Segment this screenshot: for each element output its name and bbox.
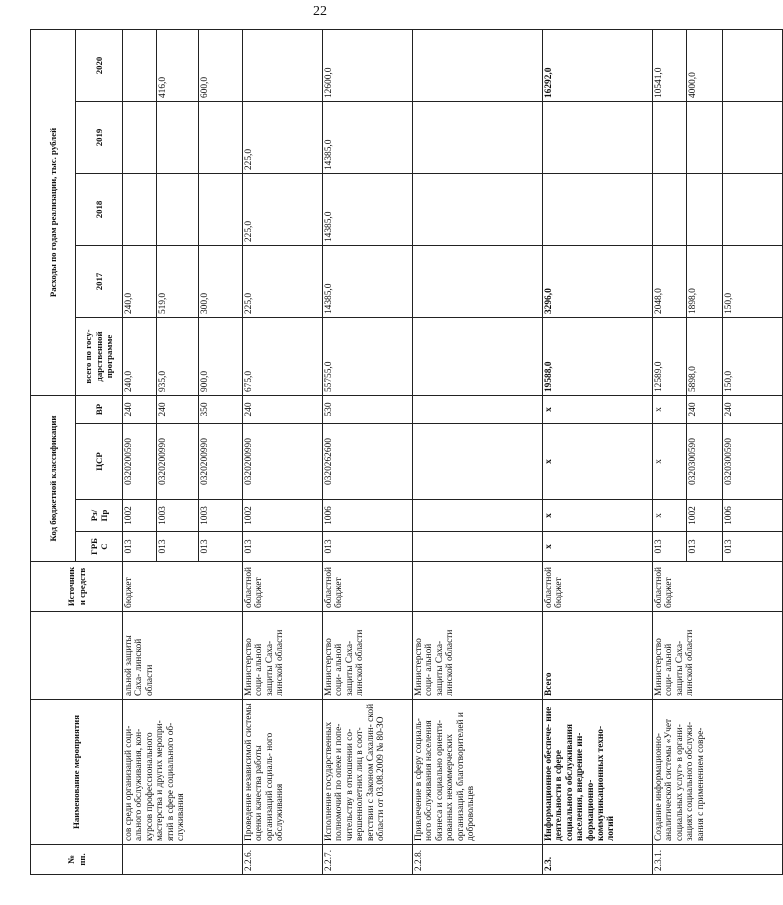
- budget-table-sheet: [30, 30, 734, 875]
- table-row: [123, 29, 157, 874]
- cell-num: 2.2.6.: [243, 845, 323, 875]
- cell-total: 935,0: [157, 318, 199, 396]
- cell-2019: [413, 102, 543, 174]
- cell-rzpr: 1002: [243, 500, 323, 532]
- cell-num: 2.2.7.: [323, 845, 413, 875]
- cell-csr: 0320262600: [323, 424, 413, 500]
- cell-executor: Министерство соци- альной защиты Саха- линской области: [413, 612, 543, 700]
- cell-2017: 150,0: [723, 246, 783, 318]
- cell-2018: [543, 174, 653, 246]
- cell-total: 150,0: [723, 318, 783, 396]
- cell-grbs: 013: [653, 532, 687, 562]
- table-row: [413, 29, 543, 874]
- cell-rzpr: 1006: [723, 500, 783, 532]
- header-total: всего по госу- дарственной программе: [76, 318, 123, 396]
- cell-vr: 350: [199, 396, 243, 424]
- cell-csr: 0320200990: [199, 424, 243, 500]
- cell-2018: [723, 174, 783, 246]
- cell-executor: Министерство соци- альной защиты Саха- линской области: [323, 612, 413, 700]
- cell-source: областной бюджет: [543, 562, 653, 612]
- cell-name: Привлечение в сферу социаль- ного обслуживания населения бизнеса и социально ориенти- рованных некоммерческих организаций, благотворителей и добровольцев: [413, 700, 543, 845]
- cell-2017: 1898,0: [687, 246, 723, 318]
- cell-source: бюджет: [123, 562, 243, 612]
- cell-csr: 0320200990: [243, 424, 323, 500]
- cell-csr: 0320300590: [723, 424, 783, 500]
- cell-csr: 0320200590: [123, 424, 157, 500]
- cell-num: 2.3.1.: [653, 845, 783, 875]
- header-expenses: Расходы по годам реализации, тыс. рублей: [31, 29, 76, 395]
- cell-grbs: 013: [723, 532, 783, 562]
- cell-total: 19588,0: [543, 318, 653, 396]
- cell-2020: [413, 29, 543, 101]
- cell-source: областной бюджет: [323, 562, 413, 612]
- cell-2017: 300,0: [199, 246, 243, 318]
- cell-vr: 530: [323, 396, 413, 424]
- cell-total: 5898,0: [687, 318, 723, 396]
- cell-source: областной бюджет: [653, 562, 783, 612]
- cell-grbs: [413, 532, 543, 562]
- cell-executor: альной защиты Саха- линской области: [123, 612, 243, 700]
- cell-rzpr: x: [653, 500, 687, 532]
- header-csr: ЦСР: [76, 424, 123, 500]
- cell-grbs: 013: [687, 532, 723, 562]
- table-row: [323, 29, 413, 874]
- cell-rzpr: 1006: [323, 500, 413, 532]
- cell-2019: [723, 102, 783, 174]
- header-num: № пп.: [31, 845, 123, 875]
- table-body: [123, 29, 783, 874]
- table-row: [243, 29, 323, 874]
- cell-2019: 14385,0: [323, 102, 413, 174]
- cell-2020: 416,0: [157, 29, 199, 101]
- cell-total: 675,0: [243, 318, 323, 396]
- cell-executor: Министерство соци- альной защиты Саха- линской области: [243, 612, 323, 700]
- cell-num: 2.2.8.: [413, 845, 543, 875]
- cell-2017: 2048,0: [653, 246, 687, 318]
- header-2018: 2018: [76, 174, 123, 246]
- cell-total: 900,0: [199, 318, 243, 396]
- cell-total: 55755,0: [323, 318, 413, 396]
- cell-vr: 240: [723, 396, 783, 424]
- cell-csr: 0320300590: [687, 424, 723, 500]
- cell-2020: 16292,0: [543, 29, 653, 101]
- cell-source: [413, 562, 543, 612]
- cell-2019: 225,0: [243, 102, 323, 174]
- cell-total: 12589,0: [653, 318, 687, 396]
- cell-2019: [653, 102, 687, 174]
- cell-2017: [413, 246, 543, 318]
- header-executor: [31, 612, 123, 700]
- cell-total: [413, 318, 543, 396]
- cell-2017: 519,0: [157, 246, 199, 318]
- cell-rzpr: 1002: [687, 500, 723, 532]
- cell-2018: 14385,0: [323, 174, 413, 246]
- cell-grbs: 013: [199, 532, 243, 562]
- cell-2020: 600,0: [199, 29, 243, 101]
- cell-2019: [543, 102, 653, 174]
- cell-grbs: 013: [123, 532, 157, 562]
- cell-2019: [123, 102, 157, 174]
- budget-table: [30, 29, 783, 875]
- cell-2020: 10541,0: [653, 29, 687, 101]
- cell-csr: x: [653, 424, 687, 500]
- header-grbs: ГРБ С: [76, 532, 123, 562]
- cell-2018: [123, 174, 157, 246]
- cell-vr: 240: [157, 396, 199, 424]
- cell-2017: 225,0: [243, 246, 323, 318]
- cell-2019: [687, 102, 723, 174]
- header-source: Источники средств: [31, 562, 123, 612]
- cell-num: 2.3.: [543, 845, 653, 875]
- cell-rzpr: 1003: [199, 500, 243, 532]
- cell-csr: [413, 424, 543, 500]
- cell-vr: 240: [123, 396, 157, 424]
- cell-total: 240,0: [123, 318, 157, 396]
- cell-executor: Министерство соци- альной защиты Саха- линской области: [653, 612, 783, 700]
- cell-name: Создание информационно- аналитической системы «Учет социальных услуг» в органи- зациях социального обслужи- вания с применением совре-: [653, 700, 783, 845]
- header-budget-code: Код бюджетной классификации: [31, 396, 76, 562]
- cell-2020: [243, 29, 323, 101]
- cell-grbs: x: [543, 532, 653, 562]
- header-name: Наименование мероприятия: [31, 700, 123, 845]
- cell-rzpr: [413, 500, 543, 532]
- cell-2017: 3296,0: [543, 246, 653, 318]
- cell-2017: 240,0: [123, 246, 157, 318]
- header-2019: 2019: [76, 102, 123, 174]
- header-2020: 2020: [76, 29, 123, 101]
- cell-source: областной бюджет: [243, 562, 323, 612]
- cell-name: Информационное обеспече- ние деятельности в сфере социального обслуживания населения, внедрение ин- формационно- коммуникационных техно- логий: [543, 700, 653, 845]
- cell-csr: 0320200990: [157, 424, 199, 500]
- cell-2020: [723, 29, 783, 101]
- header-rzpr: Рз/ Пр: [76, 500, 123, 532]
- cell-name: Проведение независимой системы оценки качества работы организаций социаль- ного обслуживания: [243, 700, 323, 845]
- cell-2018: [199, 174, 243, 246]
- cell-2020: 4000,0: [687, 29, 723, 101]
- header-vr: ВР: [76, 396, 123, 424]
- cell-vr: 240: [243, 396, 323, 424]
- cell-2018: [413, 174, 543, 246]
- cell-csr: x: [543, 424, 653, 500]
- page-number: 22: [313, 4, 327, 19]
- cell-2018: [157, 174, 199, 246]
- cell-2020: 12600,0: [323, 29, 413, 101]
- cell-vr: 240: [687, 396, 723, 424]
- cell-executor: Всего: [543, 612, 653, 700]
- cell-grbs: 013: [157, 532, 199, 562]
- cell-rzpr: 1003: [157, 500, 199, 532]
- cell-2019: [199, 102, 243, 174]
- cell-num: [123, 845, 243, 875]
- cell-2017: 14385,0: [323, 246, 413, 318]
- cell-2018: [687, 174, 723, 246]
- table-row: [543, 29, 653, 874]
- cell-2018: [653, 174, 687, 246]
- cell-rzpr: x: [543, 500, 653, 532]
- header-2017: 2017: [76, 246, 123, 318]
- cell-name: Исполнение государственных полномочий по опеке и попе- чительству в отношении со- вершеннолетних лиц в соот- ветствии с Законом Сахалин- ской области от 03.08.2009 № 80-ЗО: [323, 700, 413, 845]
- cell-name: сов среди организаций соци- ального обслуживания, кон- курсов профессионального мастерства и других меропри- ятий в сфере социального об- служивания: [123, 700, 243, 845]
- cell-vr: [413, 396, 543, 424]
- cell-vr: x: [653, 396, 687, 424]
- cell-2020: [123, 29, 157, 101]
- cell-2019: [157, 102, 199, 174]
- cell-rzpr: 1002: [123, 500, 157, 532]
- table-row: [653, 29, 687, 874]
- cell-2018: 225,0: [243, 174, 323, 246]
- cell-grbs: 013: [323, 532, 413, 562]
- cell-vr: x: [543, 396, 653, 424]
- cell-grbs: 013: [243, 532, 323, 562]
